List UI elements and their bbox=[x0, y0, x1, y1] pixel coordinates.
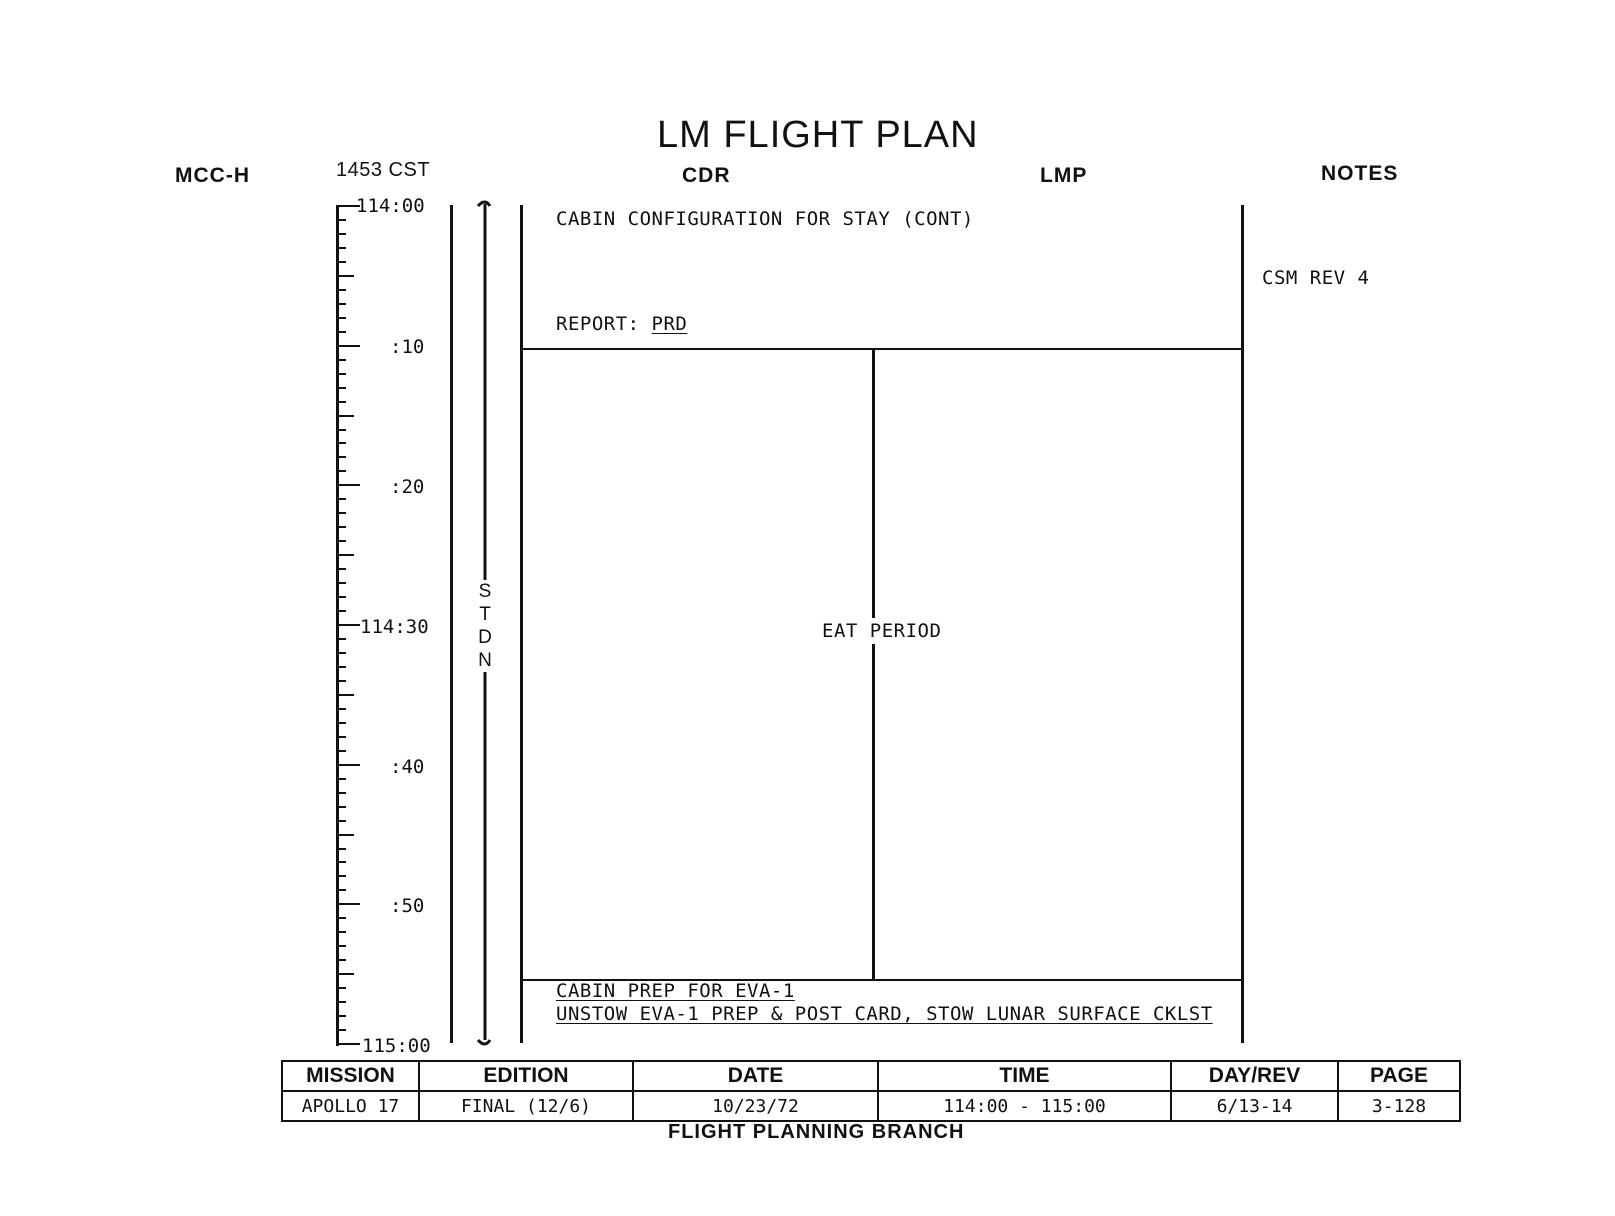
timeline-tick bbox=[338, 666, 346, 668]
timeline-tick bbox=[338, 429, 346, 431]
report-divider-line bbox=[522, 348, 1242, 350]
timeline-tick bbox=[338, 973, 354, 975]
stdn-letter-d: D bbox=[478, 627, 492, 648]
page-title: LM FLIGHT PLAN bbox=[657, 114, 979, 156]
timeline-tick bbox=[338, 778, 346, 780]
cst-header: 1453 CST bbox=[336, 159, 431, 181]
timeline-tick bbox=[338, 834, 354, 836]
timeline-tick bbox=[338, 987, 346, 989]
timeline-tick bbox=[338, 624, 360, 626]
timeline-tick bbox=[338, 792, 346, 794]
cdr-left-line bbox=[520, 205, 523, 1043]
time-label-40: :40 bbox=[390, 756, 425, 778]
time-label-115-00: 115:00 bbox=[362, 1035, 431, 1057]
stdn-label bbox=[475, 580, 495, 672]
timeline-tick bbox=[338, 875, 346, 877]
unstow-text: UNSTOW EVA-1 PREP & POST CARD, STOW LUNAR SURFACE CKLST bbox=[556, 1003, 1213, 1025]
notes-divider-line bbox=[1241, 205, 1244, 1043]
timeline-tick bbox=[338, 917, 346, 919]
timeline-tick bbox=[338, 722, 346, 724]
timeline-tick bbox=[338, 540, 346, 542]
timeline-tick bbox=[338, 568, 346, 570]
timeline-tick bbox=[338, 638, 346, 640]
lmp-header: LMP bbox=[1040, 164, 1088, 187]
timeline-tick bbox=[338, 484, 360, 486]
timeline-tick bbox=[338, 806, 346, 808]
footer-value-mission: APOLLO 17 bbox=[282, 1091, 419, 1121]
timeline-tick bbox=[338, 582, 346, 584]
timeline-tick bbox=[338, 1029, 346, 1031]
timeline-tick bbox=[338, 303, 346, 305]
timeline-tick bbox=[338, 498, 346, 500]
csm-rev-note: CSM REV 4 bbox=[1262, 267, 1370, 289]
timeline-tick bbox=[338, 387, 346, 389]
time-label-10: :10 bbox=[390, 336, 425, 358]
footer-value-page: 3-128 bbox=[1338, 1091, 1460, 1121]
timeline-tick bbox=[338, 889, 346, 891]
timeline-tick bbox=[338, 945, 346, 947]
timeline-tick bbox=[338, 1001, 346, 1003]
cdr-header: CDR bbox=[682, 164, 731, 187]
timeline-tick bbox=[338, 401, 346, 403]
mcc-column-line bbox=[450, 205, 453, 1043]
footer-value-dayrev: 6/13-14 bbox=[1171, 1091, 1338, 1121]
footer-header-dayrev: DAY/REV bbox=[1171, 1061, 1338, 1091]
timeline-tick bbox=[338, 1043, 360, 1045]
timeline-tick bbox=[338, 820, 346, 822]
timeline-tick bbox=[338, 736, 346, 738]
timeline-tick bbox=[338, 526, 346, 528]
timeline-tick bbox=[338, 233, 346, 235]
timeline-tick bbox=[338, 456, 346, 458]
footer-header-time: TIME bbox=[878, 1061, 1171, 1091]
timeline-tick bbox=[338, 275, 354, 277]
footer-value-time: 114:00 - 115:00 bbox=[878, 1091, 1171, 1121]
timeline-tick bbox=[338, 331, 346, 333]
timeline-tick bbox=[338, 861, 346, 863]
timeline-tick bbox=[338, 848, 346, 850]
timeline-tick bbox=[338, 959, 346, 961]
timeline-tick bbox=[338, 750, 346, 752]
timeline-tick bbox=[338, 219, 346, 221]
report-row bbox=[556, 313, 687, 335]
timeline-tick bbox=[338, 652, 346, 654]
timeline-tick bbox=[338, 345, 360, 347]
notes-header: NOTES bbox=[1321, 162, 1399, 185]
time-label-114-30: 114:30 bbox=[360, 616, 429, 638]
timeline-tick bbox=[338, 512, 346, 514]
cdr-lmp-divider-line bbox=[872, 350, 875, 980]
time-label-20: :20 bbox=[390, 476, 425, 498]
timeline-tick bbox=[338, 610, 346, 612]
timeline-tick bbox=[338, 261, 346, 263]
timeline-tick bbox=[338, 373, 346, 375]
footer-header-edition: EDITION bbox=[419, 1061, 633, 1091]
timeline-tick bbox=[338, 289, 346, 291]
time-label-114-00: 114:00 bbox=[356, 195, 425, 217]
timeline-tick bbox=[338, 694, 354, 696]
timeline-tick bbox=[338, 359, 346, 361]
footer-header-row bbox=[282, 1061, 1460, 1091]
cabin-config-text: CABIN CONFIGURATION FOR STAY (CONT) bbox=[556, 208, 974, 230]
footer-branch: FLIGHT PLANNING BRANCH bbox=[668, 1121, 965, 1143]
timeline-tick bbox=[338, 554, 354, 556]
timeline-tick bbox=[338, 764, 360, 766]
timeline-tick bbox=[338, 247, 346, 249]
footer-value-edition: FINAL (12/6) bbox=[419, 1091, 633, 1121]
footer-value-row bbox=[282, 1091, 1460, 1121]
footer-header-date: DATE bbox=[633, 1061, 878, 1091]
mcc-header: MCC-H bbox=[175, 164, 250, 187]
timeline-tick bbox=[338, 596, 346, 598]
timeline-tick bbox=[338, 708, 346, 710]
footer-header-mission: MISSION bbox=[282, 1061, 419, 1091]
timeline-tick bbox=[338, 903, 360, 905]
footer-header-page: PAGE bbox=[1338, 1061, 1460, 1091]
stdn-letter-t: T bbox=[479, 604, 491, 625]
stdn-letter-s: S bbox=[478, 581, 492, 602]
cabin-prep-text: CABIN PREP FOR EVA-1 bbox=[556, 980, 795, 1002]
report-value: PRD bbox=[651, 313, 688, 335]
timeline-tick bbox=[338, 931, 346, 933]
timeline-tick bbox=[338, 680, 346, 682]
footer-table bbox=[281, 1060, 1461, 1122]
timeline-tick bbox=[338, 470, 346, 472]
timeline-tick bbox=[338, 317, 346, 319]
timeline-tick bbox=[338, 415, 354, 417]
stdn-letter-n: N bbox=[478, 650, 492, 671]
footer-value-date: 10/23/72 bbox=[633, 1091, 878, 1121]
timeline-tick bbox=[338, 1015, 346, 1017]
eat-period-text: EAT PERIOD bbox=[822, 620, 942, 642]
report-label: REPORT: bbox=[556, 313, 640, 335]
time-label-50: :50 bbox=[390, 895, 425, 917]
timeline-tick bbox=[338, 442, 346, 444]
